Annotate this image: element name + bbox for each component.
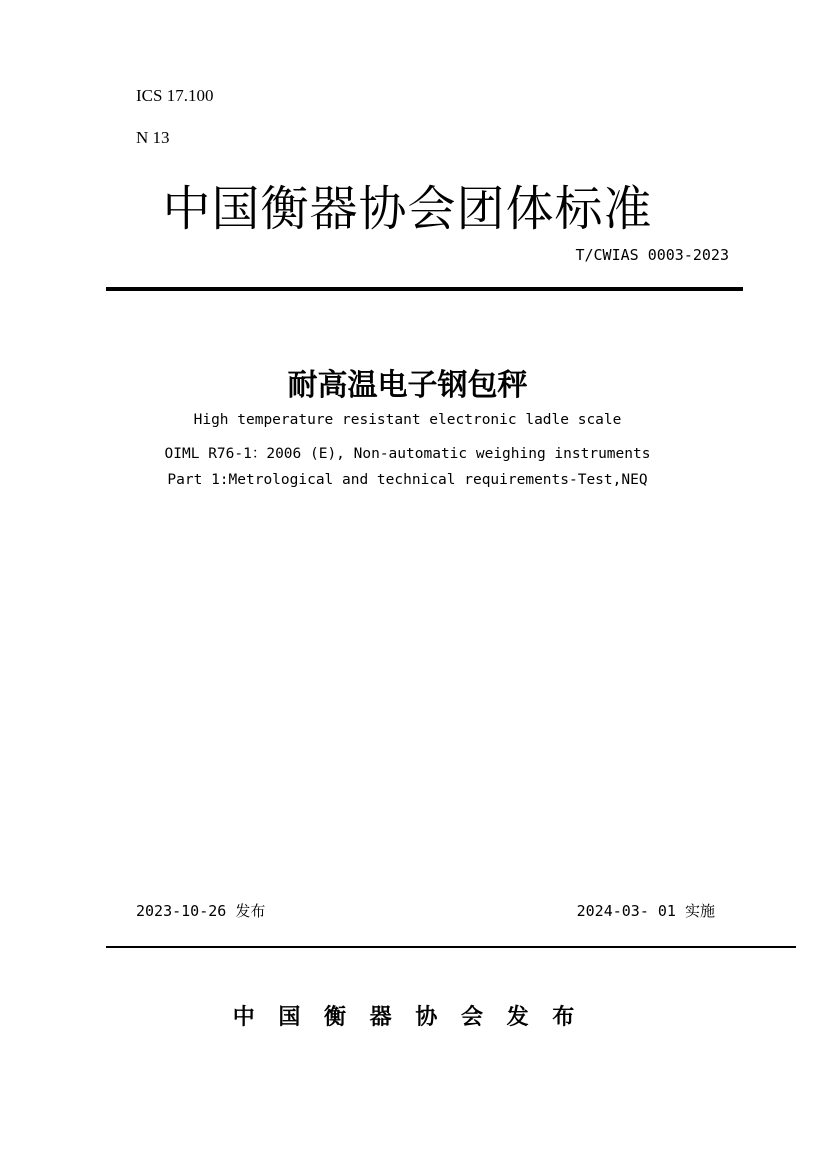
- standard-number: T/CWIAS 0003-2023: [575, 246, 729, 264]
- implementation-date: 2024-03- 01 实施: [576, 902, 715, 920]
- reference-standard-line-1: OIML R76-1：2006 (E), Non-automatic weighing instruments: [164, 446, 651, 462]
- publisher: 中 国 衡 器 协 会 发 布: [232, 1005, 583, 1030]
- standard-type-heading: 中国衡器协会团体标准: [162, 181, 653, 237]
- reference-standard-line-2: Part 1:Metrological and technical requirements-Test,NEQ: [167, 472, 648, 488]
- document-title-english: High temperature resistant electronic ladle scale: [193, 412, 622, 428]
- ics-code: ICS 17.100: [136, 86, 214, 105]
- document-title-chinese: 耐高温电子钢包秤: [287, 368, 528, 403]
- bottom-divider: [106, 946, 796, 948]
- classification-code: N 13: [136, 128, 170, 147]
- issue-date: 2023-10-26 发布: [136, 902, 266, 920]
- top-divider: [106, 287, 743, 291]
